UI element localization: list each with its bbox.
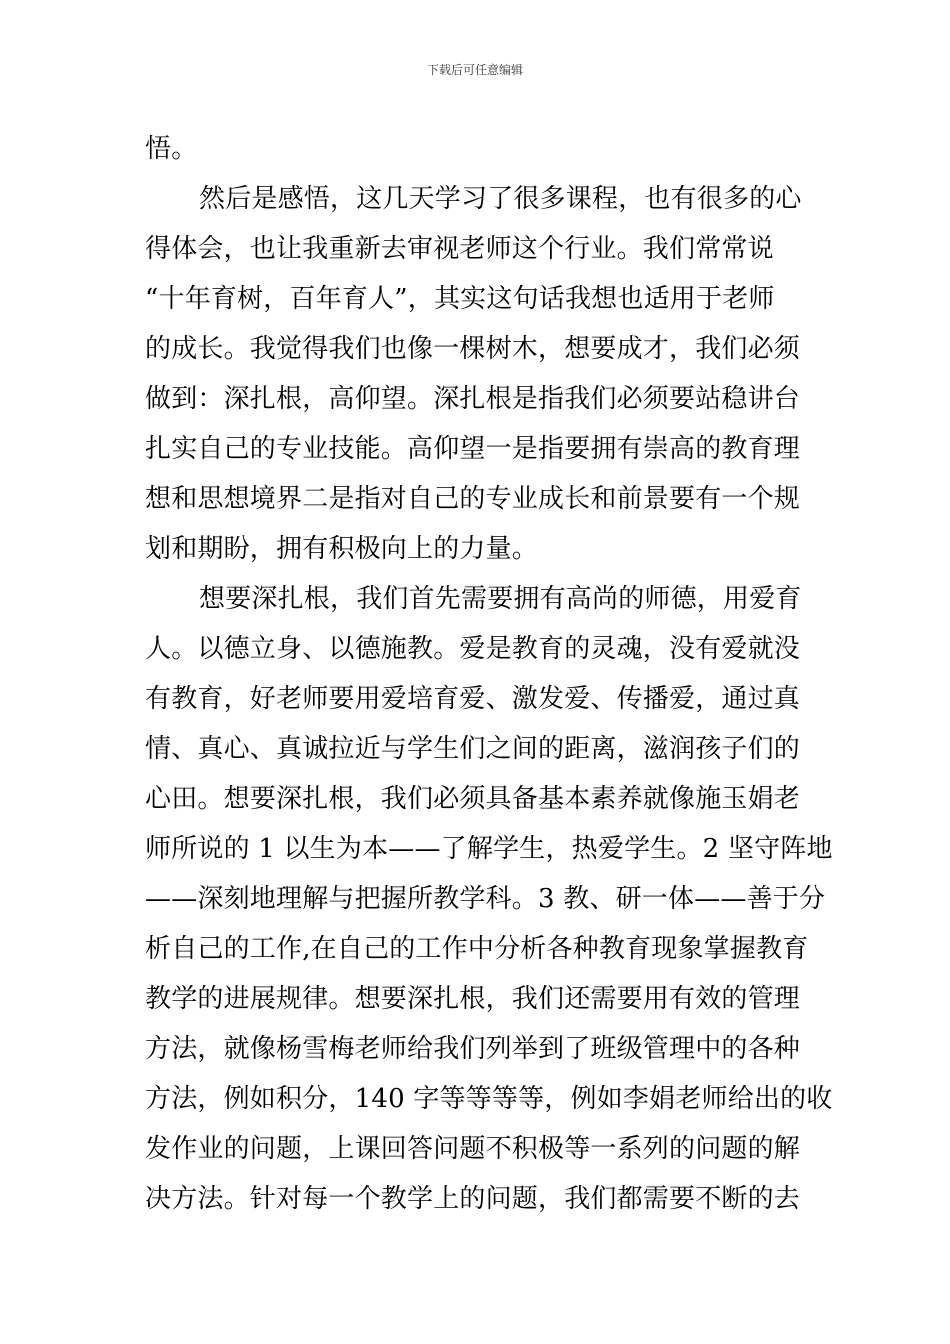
text-line: 得体会，也让我重新去审视老师这个行业。我们常常说: [145, 234, 774, 264]
text-line: 心田。想要深扎根，我们必须具备基本素养就像施玉娟老: [145, 784, 801, 814]
text-line: “十年育树，百年育人”，其实这句话我想也适用于老师: [145, 284, 775, 314]
text-line: 发作业的问题，上课回答问题不积极等一系列的问题的解: [145, 1134, 801, 1164]
text-line: 师所说的 1 以生为本——了解学生，热爱学生。2 坚守阵地: [145, 834, 833, 864]
text-line: 情、真心、真诚拉近与学生们之间的距离，滋润孩子们的: [145, 734, 801, 764]
text-line: 决方法。针对每一个教学上的问题，我们都需要不断的去: [145, 1184, 801, 1214]
text-line: 悟。: [145, 134, 198, 164]
text-line: 析自己的工作,在自己的工作中分析各种教育现象掌握教育: [145, 934, 809, 964]
text-line: ——深刻地理解与把握所教学科。3 教、研一体——善于分: [145, 884, 826, 914]
text-line: 划和期盼，拥有积极向上的力量。: [145, 534, 539, 564]
text-line: 方法，例如积分，140 字等等等等，例如李娟老师给出的收: [145, 1084, 833, 1114]
text-line: 的成长。我觉得我们也像一棵树木，想要成才，我们必须: [145, 334, 801, 364]
text-line: 教学的进展规律。想要深扎根，我们还需要用有效的管理: [145, 984, 801, 1014]
text-line: 方法，就像杨雪梅老师给我们列举到了班级管理中的各种: [145, 1034, 801, 1064]
document-body: [145, 124, 833, 1224]
text-line: 想和思想境界二是指对自己的专业成长和前景要有一个规: [145, 484, 801, 514]
text-line: 想要深扎根，我们首先需要拥有高尚的师德，用爱育: [199, 584, 802, 614]
text-line: 人。以德立身、以德施教。爱是教育的灵魂，没有爱就没: [145, 634, 801, 664]
page-header: 下载后可任意编辑: [426, 63, 523, 77]
text-line: 然后是感悟，这几天学习了很多课程，也有很多的心: [199, 184, 802, 214]
text-line: 扎实自己的专业技能。高仰望一是指要拥有崇高的教育理: [145, 434, 801, 464]
text-line: 有教育，好老师要用爱培育爱、激发爱、传播爱，通过真: [145, 684, 801, 714]
text-line: 做到：深扎根，高仰望。深扎根是指我们必须要站稳讲台: [145, 384, 801, 414]
